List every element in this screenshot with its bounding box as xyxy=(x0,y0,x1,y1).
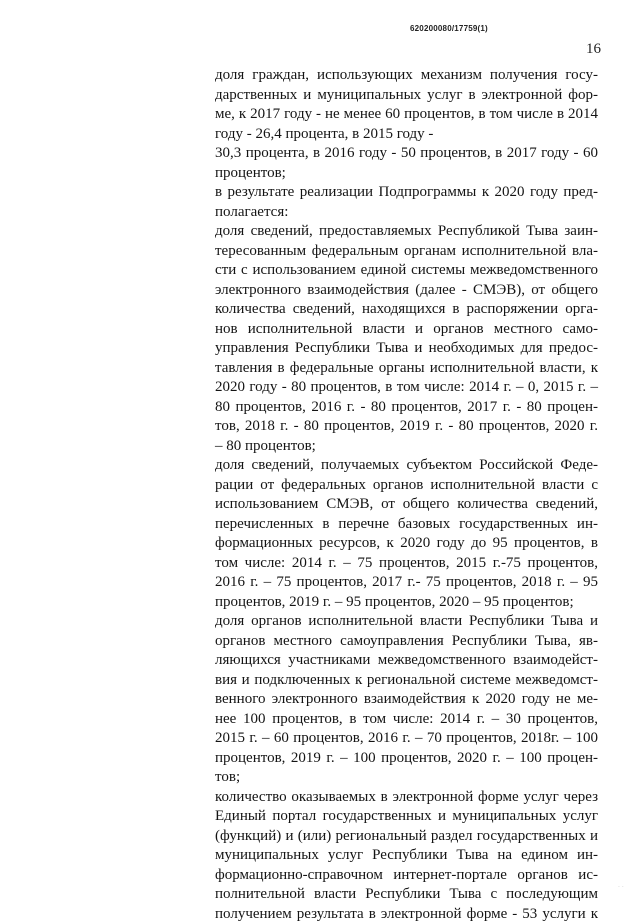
text-line: 2016 г. – 75 процентов, 2017 г.- 75 процентов, 2018 г. – 95 xyxy=(215,573,598,593)
text-line: 30,3 процента, в 2016 году - 50 процентов, в 2017 году - 60 xyxy=(215,144,598,164)
text-line: получением результата в электронной форме - 53 услуги к xyxy=(215,905,598,924)
text-line: том числе: 2014 г. – 75 процентов, 2015 г.-75 процентов, xyxy=(215,554,598,574)
text-line: 2020 году - 80 процентов, в том числе: 2014 г. – 0, 2015 г. – xyxy=(215,378,598,398)
text-line: доля граждан, использующих механизм получения госу- xyxy=(215,66,598,86)
text-line: сти с использованием единой системы межведомственного xyxy=(215,261,598,281)
document-registration-code: 620200080/17759(1) xyxy=(410,24,488,33)
text-line: (функций) и (или) региональный раздел государственных и xyxy=(215,827,598,847)
text-line: органов местного самоуправления Республики Тыва, яв- xyxy=(215,632,598,652)
text-line: управления Республики Тыва и необходимых для предос- xyxy=(215,339,598,359)
text-line: рации от федеральных органов исполнительной власти с xyxy=(215,476,598,496)
text-line: полнительной власти Республики Тыва с последующим xyxy=(215,885,598,905)
text-line: муниципальных услуг Республики Тыва на едином ин- xyxy=(215,846,598,866)
text-line: тов; xyxy=(215,768,598,788)
text-line: доля органов исполнительной власти Республики Тыва и xyxy=(215,612,598,632)
page-number: 16 xyxy=(586,41,601,58)
text-line: вия и подключенных к региональной системе межведомст- xyxy=(215,671,598,691)
text-line: тавления в федеральные органы исполнительной власти, к xyxy=(215,359,598,379)
scan-corner-mark: · · xyxy=(618,884,624,891)
text-line: нов исполнительной власти и органов местного само- xyxy=(215,320,598,340)
text-line: формационных ресурсов, к 2020 году до 95 процентов, в xyxy=(215,534,598,554)
text-line: ляющихся участниками межведомственного взаимодейст- xyxy=(215,651,598,671)
text-line: формационно-справочном интернет-портале органов ис- xyxy=(215,866,598,886)
text-line: процентов, 2019 г. – 95 процентов, 2020 – 95 процентов; xyxy=(215,593,598,613)
text-line: 2015 г. – 60 процентов, 2016 г. – 70 процентов, 2018г. – 100 xyxy=(215,729,598,749)
text-line: в результате реализации Подпрограммы к 2020 году пред- xyxy=(215,183,598,203)
text-line: количества сведений, находящихся в распоряжении орга- xyxy=(215,300,598,320)
text-line: полагается: xyxy=(215,203,598,223)
text-line: – 80 процентов; xyxy=(215,437,598,457)
text-line: году - 26,4 процента, в 2015 году - xyxy=(215,125,598,145)
text-line: процентов, 2019 г. – 100 процентов, 2020 г. – 100 процен- xyxy=(215,749,598,769)
text-line: нее 100 процентов, в том числе: 2014 г. – 30 процентов, xyxy=(215,710,598,730)
text-line: 80 процентов, 2016 г. - 80 процентов, 2017 г. - 80 процен- xyxy=(215,398,598,418)
text-line: процентов; xyxy=(215,164,598,184)
text-line: тов, 2018 г. - 80 процентов, 2019 г. - 80 процентов, 2020 г. xyxy=(215,417,598,437)
text-line: использованием СМЭВ, от общего количества сведений, xyxy=(215,495,598,515)
text-line: доля сведений, получаемых субъектом Российской Феде- xyxy=(215,456,598,476)
text-line: Единый портал государственных и муниципальных услуг xyxy=(215,807,598,827)
text-line: перечисленных в перечне базовых государственных ин- xyxy=(215,515,598,535)
text-line: электронного взаимодействия (далее - СМЭВ), от общего xyxy=(215,281,598,301)
text-line: тересованным федеральным органам исполнительной вла- xyxy=(215,242,598,262)
text-line: количество оказываемых в электронной форме услуг через xyxy=(215,788,598,808)
text-line: дарственных и муниципальных услуг в электронной фор- xyxy=(215,86,598,106)
text-line: венного электронного взаимодействия к 2020 году не ме- xyxy=(215,690,598,710)
text-line: доля сведений, предоставляемых Республикой Тыва заин- xyxy=(215,222,598,242)
document-body-text xyxy=(215,66,598,924)
text-line: ме, к 2017 году - не менее 60 процентов, в том числе в 2014 xyxy=(215,105,598,125)
